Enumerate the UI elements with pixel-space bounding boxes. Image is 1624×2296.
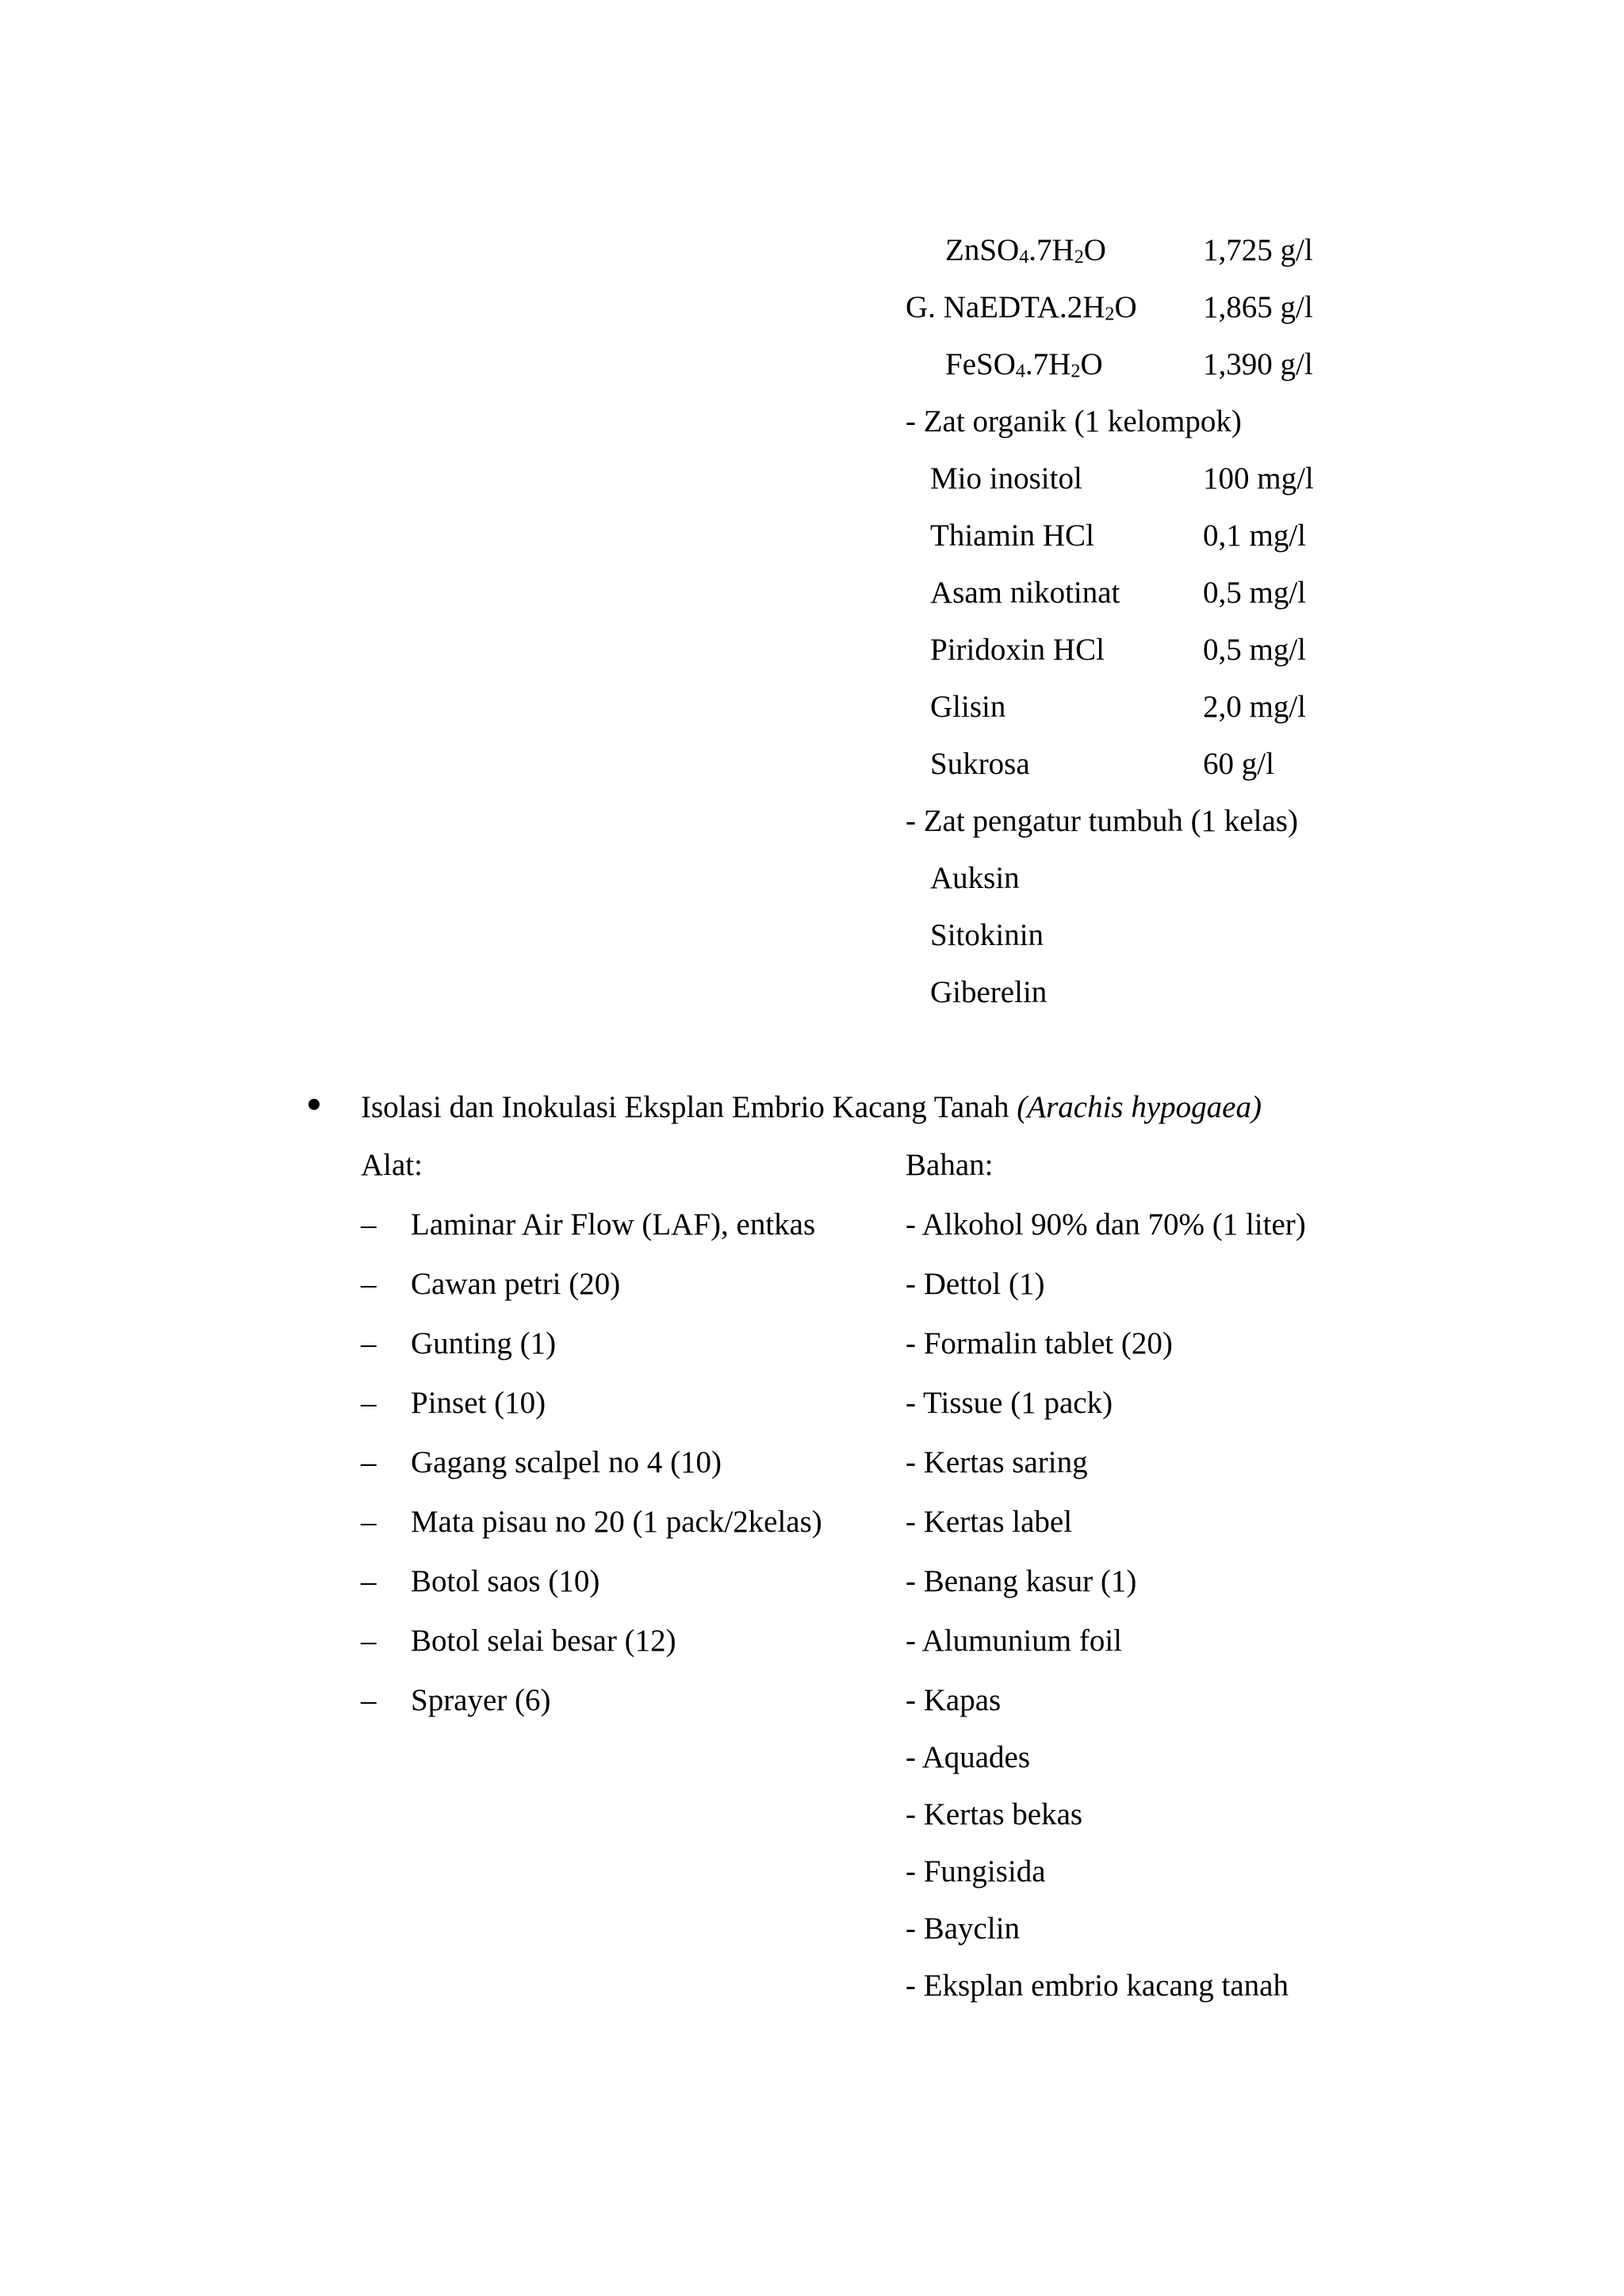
alat-dash: – [361, 1386, 377, 1420]
organic-item-name: Sukrosa [930, 747, 1030, 781]
bahan-item: - Tissue (1 pack) [906, 1386, 1113, 1420]
bahan-label: Bahan: [906, 1148, 994, 1182]
alat-dash: – [361, 1624, 377, 1658]
bahan-item: - Alkohol 90% dan 70% (1 liter) [906, 1207, 1306, 1242]
alat-item: Gagang scalpel no 4 (10) [411, 1445, 722, 1479]
bahan-item: - Fungisida [906, 1854, 1046, 1888]
section-title: Isolasi dan Inokulasi Eksplan Embrio Kacang Tanah (Arachis hypogaea) [361, 1090, 1262, 1124]
growth-item: Auksin [930, 861, 1020, 895]
alat-item: Cawan petri (20) [411, 1267, 621, 1301]
alat-item: Laminar Air Flow (LAF), entkas [411, 1207, 816, 1242]
growth-item: Sitokinin [930, 918, 1044, 952]
alat-item: Botol selai besar (12) [411, 1624, 676, 1658]
bahan-item: - Aquades [906, 1740, 1031, 1774]
chem-row-znso4-value: 1,725 g/l [1203, 233, 1313, 267]
alat-item: Botol saos (10) [411, 1564, 600, 1598]
organic-item-value: 60 g/l [1203, 747, 1274, 781]
bahan-item: - Eksplan embrio kacang tanah [906, 1969, 1289, 2003]
bahan-item: - Alumunium foil [906, 1624, 1122, 1658]
growth-heading: - Zat pengatur tumbuh (1 kelas) [906, 804, 1298, 838]
organic-item-value: 100 mg/l [1203, 461, 1314, 496]
bahan-item: - Kertas saring [906, 1445, 1088, 1479]
organic-item-name: Asam nikotinat [930, 576, 1120, 610]
bahan-item: - Kertas bekas [906, 1797, 1083, 1831]
alat-label: Alat: [361, 1148, 423, 1182]
chem-row-naedta-name: G. $NaEDTA.2H_2O$ [906, 290, 1137, 325]
alat-item: Pinset (10) [411, 1386, 546, 1420]
organic-item-value: 0,1 mg/l [1203, 519, 1307, 553]
organic-item-name: Thiamin HCl [930, 519, 1094, 553]
alat-item: Mata pisau no 20 (1 pack/2kelas) [411, 1505, 822, 1539]
alat-dash: – [361, 1267, 377, 1301]
alat-dash: – [361, 1207, 377, 1242]
alat-item: Sprayer (6) [411, 1683, 551, 1717]
organic-item-value: 0,5 mg/l [1203, 633, 1307, 667]
organic-item-value: 0,5 mg/l [1203, 576, 1307, 610]
alat-dash: – [361, 1564, 377, 1598]
chem-row-naedta-value: 1,865 g/l [1203, 290, 1313, 324]
bahan-item: - Formalin tablet (20) [906, 1326, 1173, 1360]
bullet-icon [308, 1099, 320, 1110]
alat-dash: – [361, 1505, 377, 1539]
organic-item-name: Glisin [930, 690, 1006, 724]
organic-heading: - Zat organik (1 kelompok) [906, 404, 1242, 438]
bahan-item: - Benang kasur (1) [906, 1564, 1137, 1598]
alat-dash: – [361, 1326, 377, 1360]
bahan-item: - Dettol (1) [906, 1267, 1045, 1301]
chem-row-feso4-value: 1,390 g/l [1203, 347, 1313, 381]
bahan-item: - Kapas [906, 1683, 1002, 1717]
alat-dash: – [361, 1683, 377, 1717]
bahan-item: - Bayclin [906, 1911, 1021, 1946]
alat-dash: – [361, 1445, 377, 1479]
bahan-item: - Kertas label [906, 1505, 1073, 1539]
organic-item-value: 2,0 mg/l [1203, 690, 1307, 724]
chem-row-feso4-name: $FeSO_4.7H_2O$ [945, 347, 1103, 382]
organic-item-name: Piridoxin HCl [930, 633, 1105, 667]
chem-row-znso4-name: $ZnSO_4.7H_2O$ [945, 233, 1106, 268]
organic-item-name: Mio inositol [930, 461, 1082, 496]
alat-item: Gunting (1) [411, 1326, 557, 1360]
growth-item: Giberelin [930, 975, 1048, 1009]
